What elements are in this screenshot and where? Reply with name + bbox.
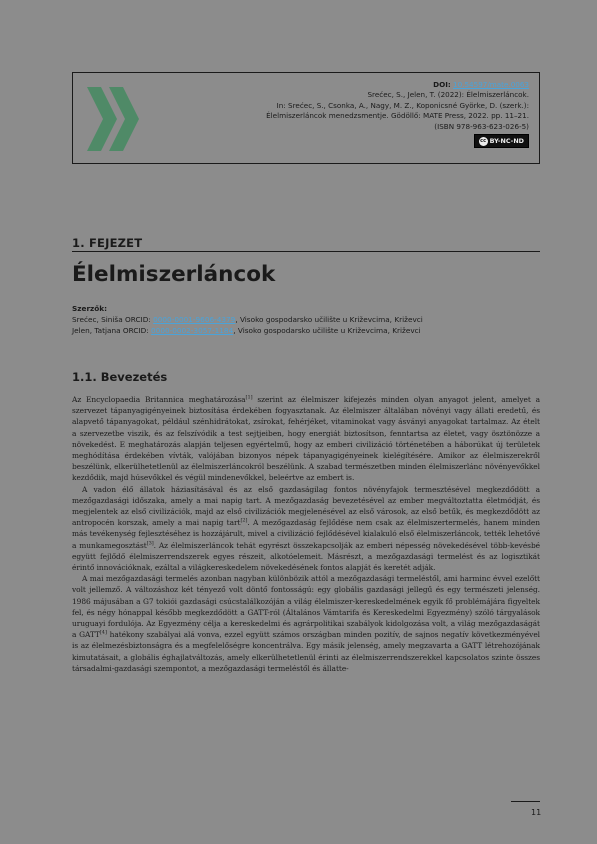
chapter-header-box xyxy=(72,72,540,164)
footer-divider xyxy=(511,801,540,802)
text-run: szerint az élelmiszer kifejezés minden olyan anyagot jelent, amelyet a szervezet tápanyagigényeinek biztosítása érdekében fogyasztanak. Az élelmiszer általában növényi vagy állati eredetű, és alapvető tápanyagokat, például szénhidrátokat, zsírokat, fehérjéket, vitaminokat vagy ásványi anyagokat tartalmaz. Az ételt a szervezetbe viszik, és az felszívódik a test sejtjeiben, hogy energiát biztosítson, fenntartsa az életet, vagy ösztönözze a növekedést. E meghatározás alapján teljesen egyértelmű, hogy az emberi civilizáció történetében a háborúkat új területek meghódítása érdekében vívták, valójában bizonyos népek tápanyagigényeinek kielégítésére. Amikor az élelmiszerekről beszélünk, elkerülhetetlenül az élelmiszerláncokról beszélünk. A szabad természetben minden élelmiszerlánc növényevőkkel kezdődik, majd húsevőkkel és végül mindenevőkkel, beleértve az embert is. xyxy=(72,395,540,483)
body-text xyxy=(72,394,540,674)
divider xyxy=(72,251,540,252)
text-run: A vadon élő állatok háziasításával és az első gazdaságilag fontos növényfajok termesztésével megkezdődött a mezőgazdasági időszaka, amely a mai napig tart. A mezőgazdaság bevezetésével az ember megváltoztatta életmódját, és megjelentek az első civilizációk, majd az első civilizációk megjelenésével az első városok, az első betűk, és megkezdődött az antropocén korszak, amely a mai napig tart xyxy=(72,484,540,528)
chevron-logo-icon xyxy=(83,81,143,157)
text-run: A mai mezőgazdasági termelés azonban nagyban különbözik attól a mezőgazdasági termeléstől, ami harminc évvel ezelőtt volt jellemző. A változáshoz két tényező volt döntő fontosságú: egy globális gazdasági jellegű és egy természeti jelenség. 1986 májusában a G7 tokiói gazdasági csúcstalálkozóján a világ élelmiszer-kereskedelmének egyik fő problémájára figyeltek fel, és négy hónappal később megkezdődött a GATT-ról (Általános Vámtarifa és Kereskedelmi Egyezmény) szóló tárgyalások uruguayi fordulója. Az Egyezmény célja a kereskedelmi és agrárpolitikai szabályok kidolgozása volt, a világ mezőgazdaságát a GATT xyxy=(72,574,540,640)
doi-link[interactable]: 10.54597/mate.0063 xyxy=(453,80,529,89)
chapter-label: 1. FEJEZET xyxy=(72,236,143,250)
license-text: BY-NC-ND xyxy=(489,137,524,146)
paragraph xyxy=(72,573,540,674)
page-number: 11 xyxy=(531,808,542,817)
orcid-link[interactable]: 0000-0001-9606-4379 xyxy=(153,315,236,325)
orcid-link[interactable]: 0000-0002-3057-1184 xyxy=(151,326,234,336)
footnote-ref[interactable]: [3] xyxy=(146,540,154,547)
footnote-ref[interactable]: [2] xyxy=(240,517,248,524)
text-run: Az Encyclopaedia Britannica meghatározása xyxy=(72,395,246,404)
footnote-ref[interactable]: [1] xyxy=(245,394,253,401)
license-badge[interactable] xyxy=(474,134,529,148)
author-name: Jelen, Tatjana ORCID: xyxy=(72,326,149,336)
author-line xyxy=(72,314,542,325)
citation-line: (ISBN 978-963-623-026-5) xyxy=(434,121,529,131)
author-name: Srećec, Siniša ORCID: xyxy=(72,315,151,325)
citation-line: Élelmiszerláncok menedzsmentje. Gödöllő: MATE Press, 2022. pp. 11–21. xyxy=(266,111,529,121)
doi-label: DOI: xyxy=(433,80,451,89)
author-affiliation: , Visoko gospodarsko učilište u Križevcima, Križevci xyxy=(235,315,423,325)
section-heading: 1.1. Bevezetés xyxy=(72,370,168,384)
text-run: . A mezőgazdaság fejlődése nem csak az élelmiszertermelés, hanem minden más tevékenység fejlesztéséhez is hozzájárult, mivel a civilizáció fejlődésével kialakuló első élelmiszerláncok, tették lehetővé a munkamegosztást xyxy=(72,518,540,550)
author-affiliation: , Visoko gospodarsko učilište u Križevcima, Križevci xyxy=(233,326,421,336)
chapter-title: Élelmiszerláncok xyxy=(72,262,276,287)
footnote-ref[interactable]: [4] xyxy=(99,629,107,636)
text-run: . Az élelmiszerláncok tehát egyrészt összekapcsolják az emberi népesség növekedésével több-kevésbé együtt fejlődő élelmiszerrendszerek egyes részeit, alkotóelemeit. Másrészt, a mezőgazdasági termelést és az logisztikát érintő innovációknak, ezáltal a világkereskedelem növekedésének fontos alapját és keretét adják. xyxy=(72,540,541,573)
paragraph xyxy=(72,394,540,484)
citation-line: In: Srećec, S., Csonka, A., Nagy, M. Z., Koponicsné Györke, D. (szerk.): xyxy=(276,100,529,110)
citation-block xyxy=(169,80,529,148)
author-line xyxy=(72,325,542,336)
authors-block xyxy=(72,303,542,337)
creative-commons-icon: cc xyxy=(480,137,487,144)
citation-line: Srećec, S., Jelen, T. (2022): Élelmiszerláncok. xyxy=(367,90,529,100)
paragraph xyxy=(72,484,540,574)
text-run: hatékony szabályai alá vonva, ezzel együtt számos országban minden pozitív, de sajnos negatív következményével is az élelmezésbiztonságra és a megfelelőségre koncentrálva. Egy másik jelenség, amely megzavarta a GATT létrehozójának kimutatásait, a globális éghajlatváltozás, amely elkerülhetetlenül érinti az élelmiszerrendszerekkel kapcsolatos szinte összes társadalmi-gazdasági szempontot, a mezőgazdasági termeléstől és állatte- xyxy=(72,630,540,673)
authors-label: Szerzők: xyxy=(72,304,108,313)
doi-line xyxy=(169,80,529,90)
